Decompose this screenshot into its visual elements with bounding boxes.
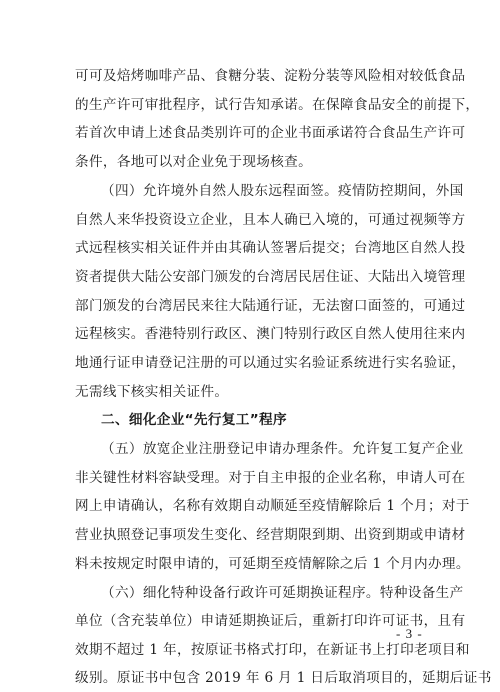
paragraph-first-line: [101, 584, 464, 602]
paragraph-line: 网上申请确认，名称有效期自动顺延至疫情解除后 1 个月；对于: [75, 498, 470, 514]
paragraph-line: 可可及焙烤咖啡产品、食糖分装、淀粉分装等风险相对较低食品: [75, 68, 466, 84]
paragraph-line: 条件，各地可以对企业免于现场核查。: [75, 154, 313, 170]
paragraph-line: 地通行证申请登记注册的可以通过实名验证系统进行实名验证，: [75, 355, 466, 371]
subheading-5: （五）放宽企业注册登记申请办理条件。: [101, 441, 352, 457]
paragraph-line: 远程核实。香港特别行政区、澳门特别行政区自然人使用往来内: [75, 326, 466, 342]
subheading-6: （六）细化特种设备行政许可延期换证程序。: [101, 585, 380, 601]
paragraph-text: 特种设备生产: [379, 585, 464, 601]
paragraph-line: 营业执照登记事项发生变化、经营期限到期、出资到期或申请材: [75, 527, 466, 543]
paragraph-line: 自然人来华投资设立企业，且本人确已入境的，可通过视频等方: [75, 212, 466, 228]
paragraph-line: 无需线下核实相关证件。: [75, 384, 229, 400]
paragraph-first-line: [101, 440, 464, 458]
paragraph-text: 允许复工复产企业: [352, 441, 464, 457]
page-number: - 3 -: [396, 626, 423, 641]
paragraph-line: 的生产许可审批程序，试行告知承诺。在保障食品安全的前提下，: [75, 97, 480, 113]
paragraph-line: 资者提供大陆公安部门颁发的台湾居民居住证、大陆出入境管理: [75, 269, 466, 285]
paragraph-line: 非关键性材料容缺受理。对于自主申报的企业名称，申请人可在: [75, 470, 466, 486]
paragraph-line: 若首次申请上述食品类别许可的企业书面承诺符合食品生产许可: [75, 125, 466, 141]
paragraph-line: 效期不超过 1 年，按原证书格式打印，在新证书上打印老项目和: [75, 642, 470, 658]
paragraph-text: 疫情防控期间，外国: [338, 183, 464, 199]
paragraph-line: 式远程核实相关证件并由其确认签署后提交；台湾地区自然人投: [75, 240, 466, 256]
paragraph-line: 级别。原证书中包含 2019 年 6 月 1 日后取消项目的，延期后证书: [75, 670, 492, 686]
section-heading: 二、细化企业“先行复工”程序: [101, 412, 287, 428]
paragraph-line: 料未按规定时限申请的，可延期至疫情解除之后 1 个月内办理。: [75, 556, 470, 572]
paragraph-line: 部门颁发的台湾居民来往大陆通行证，无法窗口面签的，可通过: [75, 298, 466, 314]
subheading-4: （四）允许境外自然人股东远程面签。: [101, 183, 339, 199]
paragraph-first-line: [101, 182, 464, 200]
paragraph-line: 单位（含充装单位）申请延期换证后，重新打印许可证书，且有: [75, 613, 466, 629]
